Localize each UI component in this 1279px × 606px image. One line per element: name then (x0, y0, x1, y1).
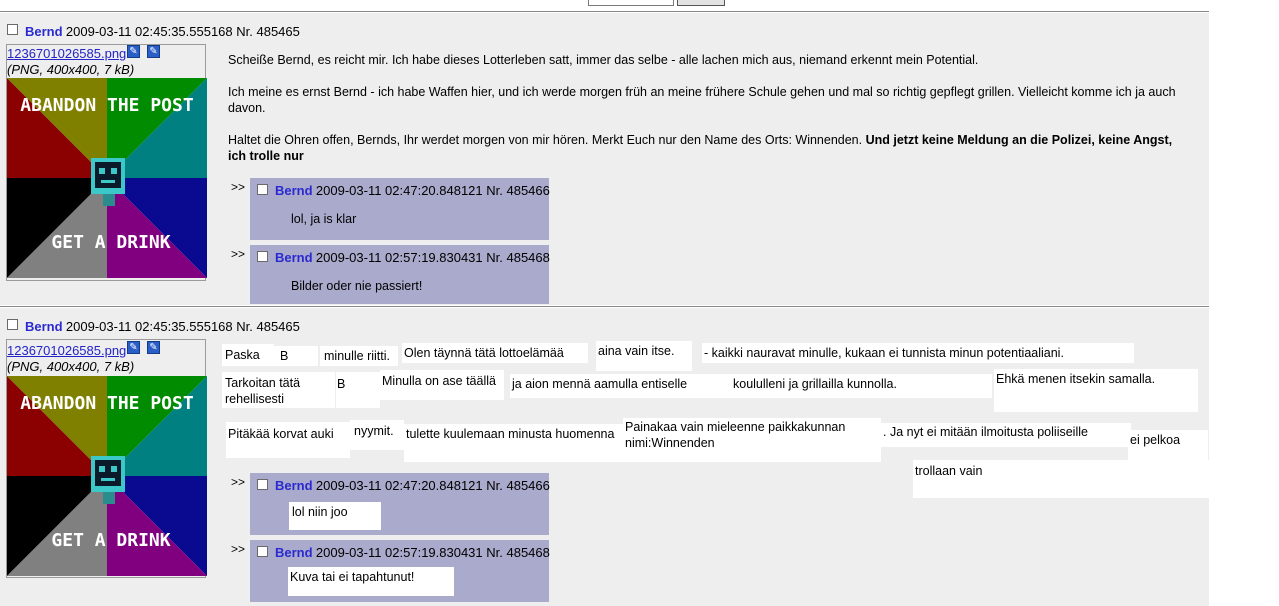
thumbnail-graphic (7, 78, 207, 278)
robot-face-part (101, 180, 115, 183)
reply-post (250, 245, 549, 304)
thumbnail-bottom-text: GET A DRINK (51, 530, 171, 551)
thumbnail-top-text: ABANDON THE POST (20, 95, 194, 116)
reply-meta: 2009-03-11 02:57:19.830431 Nr. 485468 (315, 250, 550, 265)
file-link[interactable]: 1236701026585.png (7, 46, 127, 61)
divider (0, 11, 1209, 12)
post-bold-text: Und jetzt keine Meldung an die Polizei, keine Angst, ich trolle nur (228, 133, 1173, 163)
edit-image-icon[interactable]: ✎ (127, 45, 140, 58)
reply-meta: 2009-03-11 02:47:20.848121 Nr. 485466 (315, 183, 550, 198)
reply-select-checkbox[interactable] (257, 251, 268, 262)
thumbnail-graphic (7, 376, 207, 576)
post-select-checkbox[interactable] (7, 24, 18, 35)
post-text: Haltet die Ohren offen, Bernds, Ihr werdet morgen von mir hören. Merkt Euch nur den Name des Orts: Winnenden. (228, 133, 863, 147)
poster-name[interactable]: Bernd (275, 250, 313, 265)
post-meta: 2009-03-11 02:45:35.555168 Nr. 485465 (65, 319, 300, 334)
translated-fragment: trollaan vain (913, 460, 1209, 498)
file-info: (PNG, 400x400, 7 kB) (7, 62, 135, 77)
divider (0, 306, 1209, 307)
reply-arrow: >> (231, 475, 246, 489)
reply-select-checkbox[interactable] (257, 546, 268, 557)
robot-face-part (101, 478, 115, 481)
translated-fragment: Tarkoitan tätä rehellisesti (222, 372, 335, 408)
reply-header (275, 183, 550, 198)
reply-select-checkbox[interactable] (257, 479, 268, 490)
translated-fragment: - kaikki nauravat minulle, kukaan ei tunnista minun potentiaaliani. (702, 343, 1134, 363)
reply-text: Kuva tai ei tapahtunut! (288, 567, 454, 596)
reply-text: lol, ja is klar (291, 212, 357, 226)
reply-meta: 2009-03-11 02:57:19.830431 Nr. 485468 (315, 545, 550, 560)
robot-face-part (99, 466, 105, 472)
robot-face-part (99, 168, 105, 174)
file-header (7, 46, 126, 61)
edit-alt-icon[interactable]: ✎ (147, 45, 160, 58)
reply-post (250, 178, 549, 240)
post-meta: 2009-03-11 02:45:35.555168 Nr. 485465 (65, 24, 300, 39)
thumbnail-top-text: ABANDON THE POST (20, 393, 194, 414)
translated-fragment: Pitäkää korvat auki (226, 422, 350, 458)
top-post-form (0, 0, 1279, 8)
top-file-field[interactable] (588, 0, 674, 6)
file-info: (PNG, 400x400, 7 kB) (7, 359, 135, 374)
translated-fragment: tulette kuulemaan minusta huomenna (404, 424, 626, 462)
post-paragraph: Ich meine es ernst Bernd - ich habe Waffen hier, und ich werde morgen früh an meine frühere Schule gehen und mal so richtig gepflegt grillen. Vielleicht komme ich ja auch davon. (228, 85, 1176, 115)
reply-post (250, 540, 549, 602)
thumbnail-bottom-text: GET A DRINK (51, 232, 171, 253)
robot-face-part (103, 194, 115, 206)
post-body (228, 52, 1188, 164)
robot-face-part (111, 466, 117, 472)
reply-arrow: >> (231, 542, 246, 556)
thread-translated (0, 308, 1209, 606)
translated-fragment: B (274, 346, 318, 366)
top-submit-button[interactable] (677, 0, 725, 6)
robot-face-part (111, 168, 117, 174)
edit-alt-icon[interactable]: ✎ (147, 341, 160, 354)
reply-text: Bilder oder nie passiert! (291, 279, 423, 293)
poster-name[interactable]: Bernd (275, 183, 313, 198)
reply-arrow: >> (231, 247, 246, 261)
poster-name[interactable]: Bernd (275, 545, 313, 560)
thumbnail-image[interactable] (7, 376, 207, 576)
translated-fragment: minulle riitti. (320, 346, 398, 366)
translated-fragment: B (336, 372, 380, 408)
robot-face-part (95, 460, 121, 486)
poster-name[interactable]: Bernd (25, 24, 63, 39)
thumbnail-image[interactable] (7, 78, 207, 278)
translated-fragment: Olen täynnä tätä lottoelämää (402, 343, 588, 363)
translated-fragment: Paska (222, 344, 274, 366)
translated-fragment: Ehkä menen itsekin samalla. (994, 369, 1198, 412)
translated-fragment: . Ja nyt ei mitään ilmoitusta poliiseille (881, 423, 1131, 447)
translated-fragment: koululleni ja grillailla kunnolla. (730, 374, 992, 398)
thread-original (0, 13, 1209, 305)
file-header (7, 343, 126, 358)
translated-fragment: aina vain itse. (596, 341, 692, 371)
post-select-checkbox[interactable] (7, 319, 18, 330)
edit-image-icon[interactable]: ✎ (127, 341, 140, 354)
post-header (25, 24, 300, 39)
translated-fragment: Painakaa vain mieleenne paikkakunnan nimi:Winnenden (623, 418, 881, 462)
poster-name[interactable]: Bernd (25, 319, 63, 334)
reply-post (250, 473, 549, 535)
reply-meta: 2009-03-11 02:47:20.848121 Nr. 485466 (315, 478, 550, 493)
poster-name[interactable]: Bernd (275, 478, 313, 493)
translated-fragment: ei pelkoa (1128, 430, 1208, 460)
translated-fragment: nyymit. (350, 420, 404, 450)
reply-arrow: >> (231, 180, 246, 194)
reply-header (275, 478, 550, 493)
post-header (25, 319, 300, 334)
reply-text: lol niin joo (289, 502, 381, 530)
post-paragraph: Scheiße Bernd, es reicht mir. Ich habe dieses Lotterleben satt, immer das selbe - alle lachen mich aus, niemand erkennt mein Potential. (228, 53, 979, 67)
reply-header (275, 250, 550, 265)
translated-fragment: ja aion mennä aamulla entiselle (510, 374, 730, 398)
reply-header (275, 545, 550, 560)
robot-face-part (95, 162, 121, 188)
robot-face-part (103, 492, 115, 504)
translated-fragment: Minulla on ase täällä (380, 370, 504, 400)
file-link[interactable]: 1236701026585.png (7, 343, 127, 358)
post-paragraph (228, 132, 1188, 164)
reply-select-checkbox[interactable] (257, 184, 268, 195)
